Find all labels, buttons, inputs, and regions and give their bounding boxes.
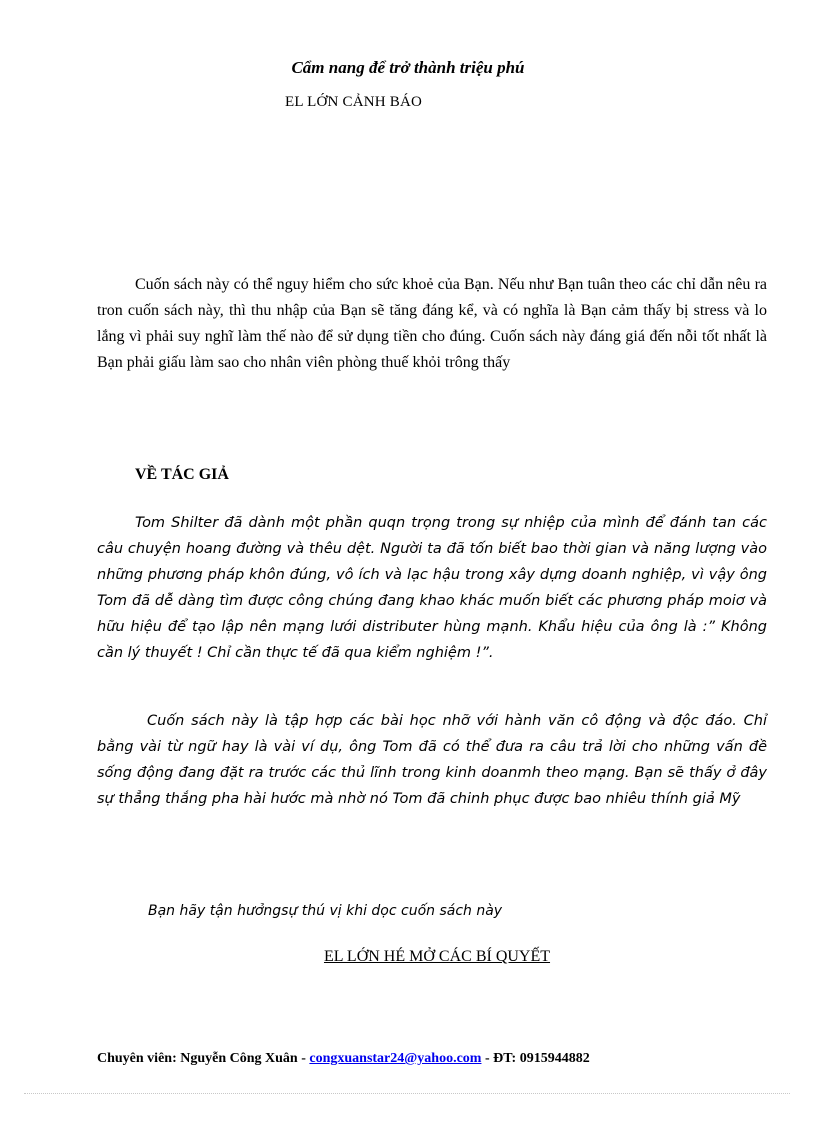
footer-prefix: Chuyên viên: Nguyễn Công Xuân - <box>97 1051 310 1066</box>
enjoy-line: Bạn hãy tận hưởngsự thú vị khi dọc cuốn sách này <box>148 903 503 919</box>
about-paragraph-2 <box>97 708 767 812</box>
about-paragraph-2-text: Cuốn sách này là tập hợp các bài học nhỡ với hành văn cô động và độc đáo. Chỉ bằng vài từ ngữ hay là vài ví dụ, ông Tom đã có thể đưa ra câu trả lời cho những vấn đề sống động đang đặt ra trước các thủ lĩnh trong kinh doanmh theo mạng. Bạn sẽ thấy ở đây sự thẳng thắng pha hài hước mà nhờ nó Tom đã chinh phục được bao nhiêu thính giả Mỹ <box>97 713 767 807</box>
about-author-heading: VỀ TÁC GIẢ <box>135 466 229 483</box>
about-paragraph-1-text: Tom Shilter đã dành một phần quqn trọng trong sự nhiệp của mình để đánh tan các câu chuyện hoang đường và thêu dệt. Người ta đã tốn biết bao thời gian và năng lượng vào những phương pháp khôn đúng, vô ích và lạc hậu trong xây dựng doanh nghiệp, vì vậy ông Tom đã dễ dàng tìm được công chúng đang khao khác muốn biết các phương pháp moiơ và hữu hiệu để tạo lập nên mạng lưới distributer hùng mạnh. Khẩu hiệu của ông là :” Không cần lý thuyết ! Chỉ cần thực tế đã qua kiểm nghiệm !”. <box>97 515 767 661</box>
about-paragraph-1 <box>97 510 767 666</box>
footer-phone: - ĐT: 0915944882 <box>481 1051 590 1066</box>
intro-text: Cuốn sách này có thể nguy hiểm cho sức khoẻ của Bạn. Nếu như Bạn tuân theo các chỉ dẫn nêu ra tron cuốn sách này, thì thu nhập của Bạn sẽ tăng đáng kể, và có nghĩa là Bạn cảm thấy bị stress và lo lắng vì phải suy nghĩ làm thế nào để sử dụng tiền cho đúng. Cuốn sách này đáng giá đến nỗi tốt nhất là Bạn phải giấu làm sao cho nhân viên phòng thuế khỏi trông thấy <box>97 276 767 371</box>
warning-label: EL LỚN CẢNH BÁO <box>285 94 423 110</box>
footer-divider <box>24 1093 790 1094</box>
footer-contact <box>97 1051 590 1067</box>
document-title: Cẩm nang để trở thành triệu phú <box>291 58 525 77</box>
intro-paragraph <box>97 272 767 376</box>
email-link[interactable]: congxuanstar24@yahoo.com <box>309 1051 482 1066</box>
reveal-heading: EL LỚN HÉ MỞ CÁC BÍ QUYẾT <box>323 948 551 965</box>
